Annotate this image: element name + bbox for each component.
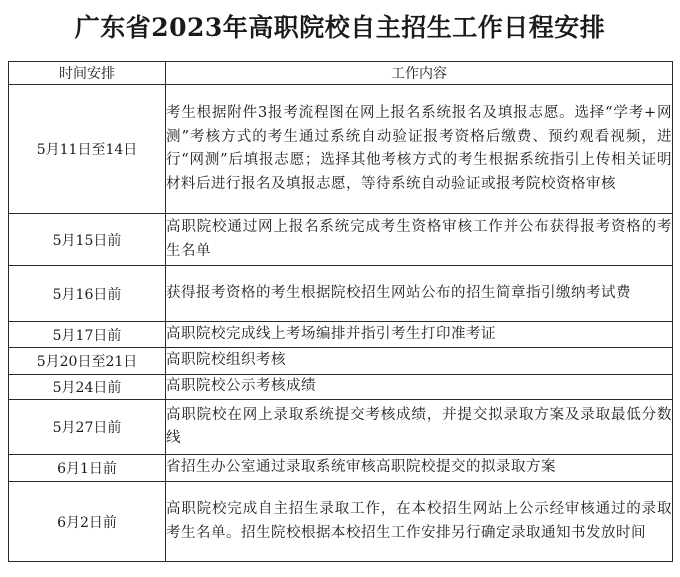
table-row [9,375,673,400]
page-title: 广东省2023年高职院校自主招生工作日程安排 [74,13,606,42]
row-content: 高职院校在网上录取系统提交考核成绩，并提交拟录取方案及录取最低分数线 [166,400,673,455]
table-row [9,455,673,482]
row-content: 省招生办公室通过录取系统审核高职院校提交的拟录取方案 [166,455,673,482]
table-row [9,214,673,266]
row-content: 高职院校组织考核 [166,348,673,375]
table-row [9,348,673,375]
row-time: 6月1日前 [9,455,166,482]
row-content: 高职院校公示考核成绩 [166,375,673,400]
row-time: 5月11日至14日 [9,85,166,214]
row-content: 高职院校完成线上考场编排并指引考生打印准考证 [166,322,673,348]
row-time: 5月24日前 [9,375,166,400]
row-content: 考生根据附件3报考流程图在网上报名系统报名及填报志愿。选择“学考+网测”考核方式的考生通过系统自动验证报考资格后缴费、预约观看视频，进行“网测”后填报志愿；选择其他考核方式的考生根据系统指引上传相关证明材料后进行报名及填报志愿，等待系统自动验证或报考院校资格审核 [166,85,673,214]
table-row [9,266,673,322]
header-content: 工作内容 [166,62,673,85]
row-content: 获得报考资格的考生根据院校招生网站公布的招生简章指引缴纳考试费 [166,266,673,322]
table-row [9,482,673,562]
row-time: 5月27日前 [9,400,166,455]
row-time: 5月16日前 [9,266,166,322]
table-row [9,85,673,214]
schedule-table [8,61,673,562]
row-content: 高职院校通过网上报名系统完成考生资格审核工作并公布获得报考资格的考生名单 [166,214,673,266]
header-time: 时间安排 [9,62,166,85]
table-row [9,322,673,348]
table-row [9,400,673,455]
row-time: 5月17日前 [9,322,166,348]
row-content: 高职院校完成自主招生录取工作，在本校招生网站上公示经审核通过的录取考生名单。招生院校根据本校招生工作安排另行确定录取通知书发放时间 [166,482,673,562]
row-time: 5月20日至21日 [9,348,166,375]
table-header-row [9,62,673,85]
row-time: 5月15日前 [9,214,166,266]
row-time: 6月2日前 [9,482,166,562]
